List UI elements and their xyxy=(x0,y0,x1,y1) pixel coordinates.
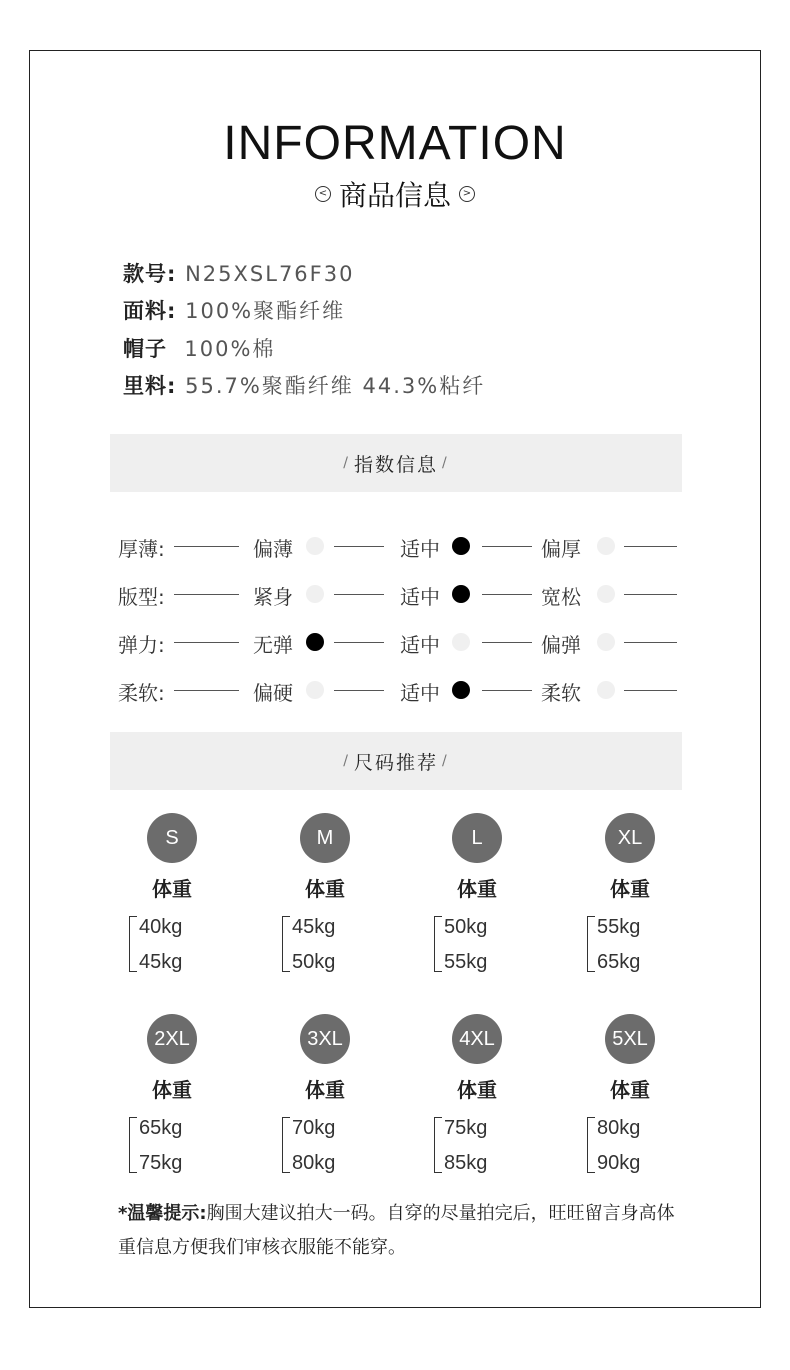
selected-dot-icon xyxy=(452,585,470,603)
spec-value: N25XSL76F30 xyxy=(185,262,355,286)
size-section-header xyxy=(110,732,682,790)
unselected-dot-icon xyxy=(597,585,615,603)
divider-line xyxy=(174,690,239,691)
divider-line xyxy=(482,546,532,547)
weight-label: 体重 xyxy=(457,1078,497,1102)
index-option-label: 宽松 xyxy=(541,585,581,609)
weight-min: 40kg xyxy=(139,916,183,938)
bracket-icon xyxy=(282,1117,290,1173)
weight-label: 体重 xyxy=(610,1078,650,1102)
tip-label: *温馨提示: xyxy=(118,1203,207,1224)
spec-label: 帽子 xyxy=(123,337,167,361)
chevron-left-icon: < xyxy=(315,186,331,202)
weight-max: 50kg xyxy=(292,951,336,973)
tip-note xyxy=(118,1197,678,1265)
index-section-header xyxy=(110,434,682,492)
divider-line xyxy=(174,594,239,595)
divider-line xyxy=(482,690,532,691)
index-option-label: 偏弹 xyxy=(541,633,581,657)
unselected-dot-icon xyxy=(306,585,324,603)
spec-value: 100%棉 xyxy=(184,337,276,361)
index-row xyxy=(118,675,678,705)
index-option-label: 适中 xyxy=(400,537,440,561)
slash-decoration: / xyxy=(442,455,449,471)
spec-lining xyxy=(123,370,485,400)
title-english: INFORMATION xyxy=(223,117,567,170)
spec-style-number xyxy=(123,258,354,288)
index-row-label: 弹力: xyxy=(118,633,165,657)
weight-min: 45kg xyxy=(292,916,336,938)
weight-min: 75kg xyxy=(444,1117,488,1139)
spec-label: 面料: xyxy=(123,299,177,323)
weight-max: 80kg xyxy=(292,1152,336,1174)
weight-min: 65kg xyxy=(139,1117,183,1139)
divider-line xyxy=(624,546,677,547)
size-badge: 2XL xyxy=(147,1014,197,1064)
divider-line xyxy=(624,642,677,643)
weight-max: 45kg xyxy=(139,951,183,973)
size-badge: XL xyxy=(605,813,655,863)
unselected-dot-icon xyxy=(306,537,324,555)
index-option-label: 偏厚 xyxy=(541,537,581,561)
title-chinese-text: 商品信息 xyxy=(338,179,451,212)
index-option-label: 偏硬 xyxy=(253,681,293,705)
weight-label: 体重 xyxy=(610,877,650,901)
bracket-icon xyxy=(587,1117,595,1173)
unselected-dot-icon xyxy=(597,681,615,699)
index-row xyxy=(118,627,678,657)
spec-value: 55.7%聚酯纤维 44.3%粘纤 xyxy=(185,374,486,398)
weight-label: 体重 xyxy=(152,1078,192,1102)
spec-hood xyxy=(123,333,275,363)
spec-label: 款号: xyxy=(123,262,177,286)
weight-max: 65kg xyxy=(597,951,641,973)
unselected-dot-icon xyxy=(452,633,470,651)
selected-dot-icon xyxy=(452,681,470,699)
size-badge: 5XL xyxy=(605,1014,655,1064)
weight-max: 90kg xyxy=(597,1152,641,1174)
index-option-label: 紧身 xyxy=(253,585,293,609)
size-badge: M xyxy=(300,813,350,863)
index-row-label: 版型: xyxy=(118,585,165,609)
index-section-title: 指数信息 xyxy=(353,453,438,476)
divider-line xyxy=(482,642,532,643)
index-row xyxy=(118,531,678,561)
slash-decoration: / xyxy=(442,753,449,769)
size-badge: L xyxy=(452,813,502,863)
slash-decoration: / xyxy=(343,753,350,769)
weight-max: 75kg xyxy=(139,1152,183,1174)
index-option-label: 柔软 xyxy=(541,681,581,705)
weight-label: 体重 xyxy=(305,877,345,901)
weight-min: 80kg xyxy=(597,1117,641,1139)
bracket-icon xyxy=(587,916,595,972)
spec-fabric xyxy=(123,295,345,325)
index-option-label: 偏薄 xyxy=(253,537,293,561)
weight-min: 50kg xyxy=(444,916,488,938)
unselected-dot-icon xyxy=(597,633,615,651)
spec-value: 100%聚酯纤维 xyxy=(185,299,346,323)
tip-text: 胸围大建议拍大一码。自穿的尽量拍完后，旺旺留言身高体重信息方便我们审核衣服能不能穿。 xyxy=(118,1203,675,1258)
index-option-label: 无弹 xyxy=(253,633,293,657)
bracket-icon xyxy=(434,916,442,972)
title-chinese xyxy=(0,174,790,214)
index-option-label: 适中 xyxy=(400,633,440,657)
size-badge: S xyxy=(147,813,197,863)
bracket-icon xyxy=(434,1117,442,1173)
unselected-dot-icon xyxy=(597,537,615,555)
divider-line xyxy=(334,546,384,547)
divider-line xyxy=(334,690,384,691)
weight-label: 体重 xyxy=(305,1078,345,1102)
spec-label: 里料: xyxy=(123,374,177,398)
divider-line xyxy=(174,546,239,547)
divider-line xyxy=(334,594,384,595)
weight-max: 85kg xyxy=(444,1152,488,1174)
selected-dot-icon xyxy=(452,537,470,555)
slash-decoration: / xyxy=(343,455,350,471)
divider-line xyxy=(624,690,677,691)
index-row-label: 柔软: xyxy=(118,681,165,705)
weight-max: 55kg xyxy=(444,951,488,973)
weight-min: 55kg xyxy=(597,916,641,938)
divider-line xyxy=(624,594,677,595)
bracket-icon xyxy=(282,916,290,972)
bracket-icon xyxy=(129,1117,137,1173)
index-row xyxy=(118,579,678,609)
bracket-icon xyxy=(129,916,137,972)
weight-min: 70kg xyxy=(292,1117,336,1139)
size-badge: 4XL xyxy=(452,1014,502,1064)
index-option-label: 适中 xyxy=(400,585,440,609)
size-section-title: 尺码推荐 xyxy=(353,751,438,774)
size-badge: 3XL xyxy=(300,1014,350,1064)
weight-label: 体重 xyxy=(152,877,192,901)
index-option-label: 适中 xyxy=(400,681,440,705)
selected-dot-icon xyxy=(306,633,324,651)
index-row-label: 厚薄: xyxy=(118,537,165,561)
divider-line xyxy=(334,642,384,643)
unselected-dot-icon xyxy=(306,681,324,699)
weight-label: 体重 xyxy=(457,877,497,901)
divider-line xyxy=(482,594,532,595)
chevron-right-icon: > xyxy=(459,186,475,202)
divider-line xyxy=(174,642,239,643)
